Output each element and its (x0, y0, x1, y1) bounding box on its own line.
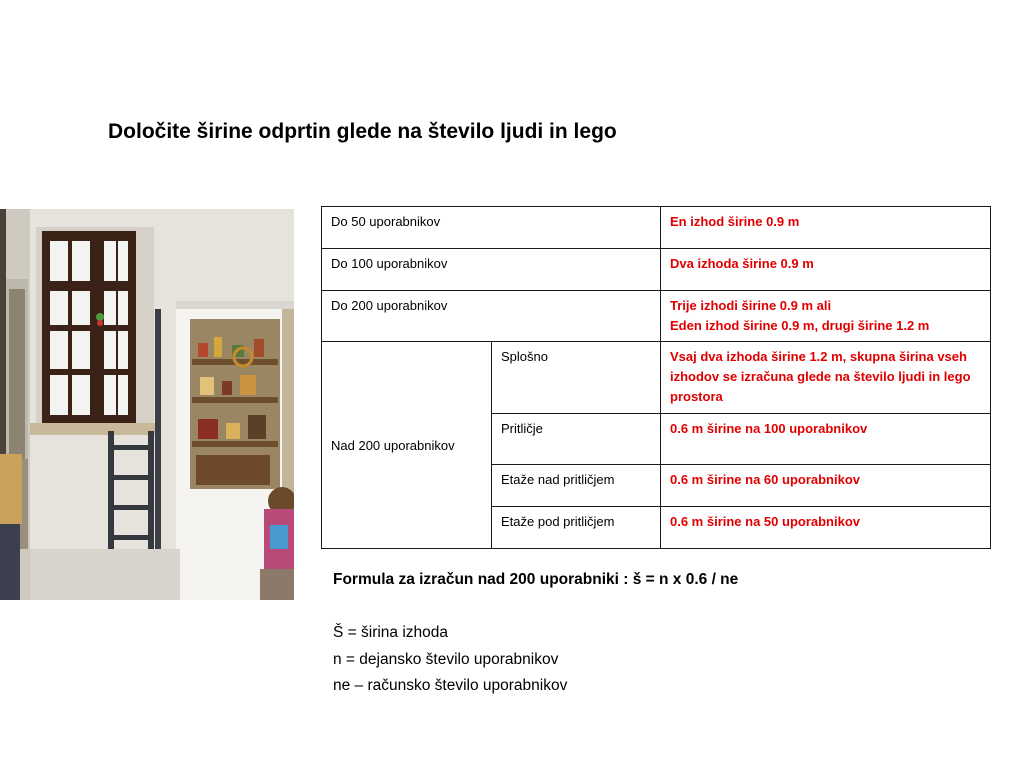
rule-line: Eden izhod širine 0.9 m, drugi širine 1.2 m (670, 318, 930, 333)
table-row (322, 342, 991, 414)
definition-line: Š = širina izhoda (333, 624, 449, 641)
formula-notes (333, 567, 738, 700)
exit-width-table (321, 206, 991, 549)
table-row (322, 249, 991, 291)
category-cell-over-200: Nad 200 uporabnikov (322, 342, 492, 549)
category-cell: Do 50 uporabnikov (322, 207, 661, 249)
rule-cell: En izhod širine 0.9 m (661, 207, 991, 249)
category-cell: Do 100 uporabnikov (322, 249, 661, 291)
subcategory-cell: Splošno (492, 342, 661, 414)
definition-line: ne – računsko število uporabnikov (333, 677, 568, 694)
slide-title: Določite širine odprtin glede na število ljudi in lego (108, 120, 617, 143)
rule-cell: 0.6 m širine na 60 uporabnikov (661, 465, 991, 507)
rule-cell: 0.6 m širine na 50 uporabnikov (661, 507, 991, 549)
rule-line: Trije izhodi širine 0.9 m ali (670, 298, 832, 313)
rule-cell: Dva izhoda širine 0.9 m (661, 249, 991, 291)
spacer (333, 594, 738, 621)
subcategory-cell: Etaže pod pritličjem (492, 507, 661, 549)
rule-cell: 0.6 m širine na 100 uporabnikov (661, 414, 991, 465)
formula-text: Formula za izračun nad 200 uporabniki : š = n x 0.6 / ne (333, 571, 739, 588)
rule-cell (661, 291, 991, 342)
definition-line: n = dejansko število uporabnikov (333, 650, 559, 668)
subcategory-cell: Etaže nad pritličjem (492, 465, 661, 507)
subcategory-cell: Pritličje (492, 414, 661, 465)
category-cell: Do 200 uporabnikov (322, 291, 661, 342)
table-row (322, 291, 991, 342)
rule-cell: Vsaj dva izhoda širine 1.2 m, skupna širina vseh izhodov se izračuna glede na število ljudi in lego prostora (661, 342, 991, 414)
museum-room-photo (0, 209, 294, 600)
table-row (322, 207, 991, 249)
